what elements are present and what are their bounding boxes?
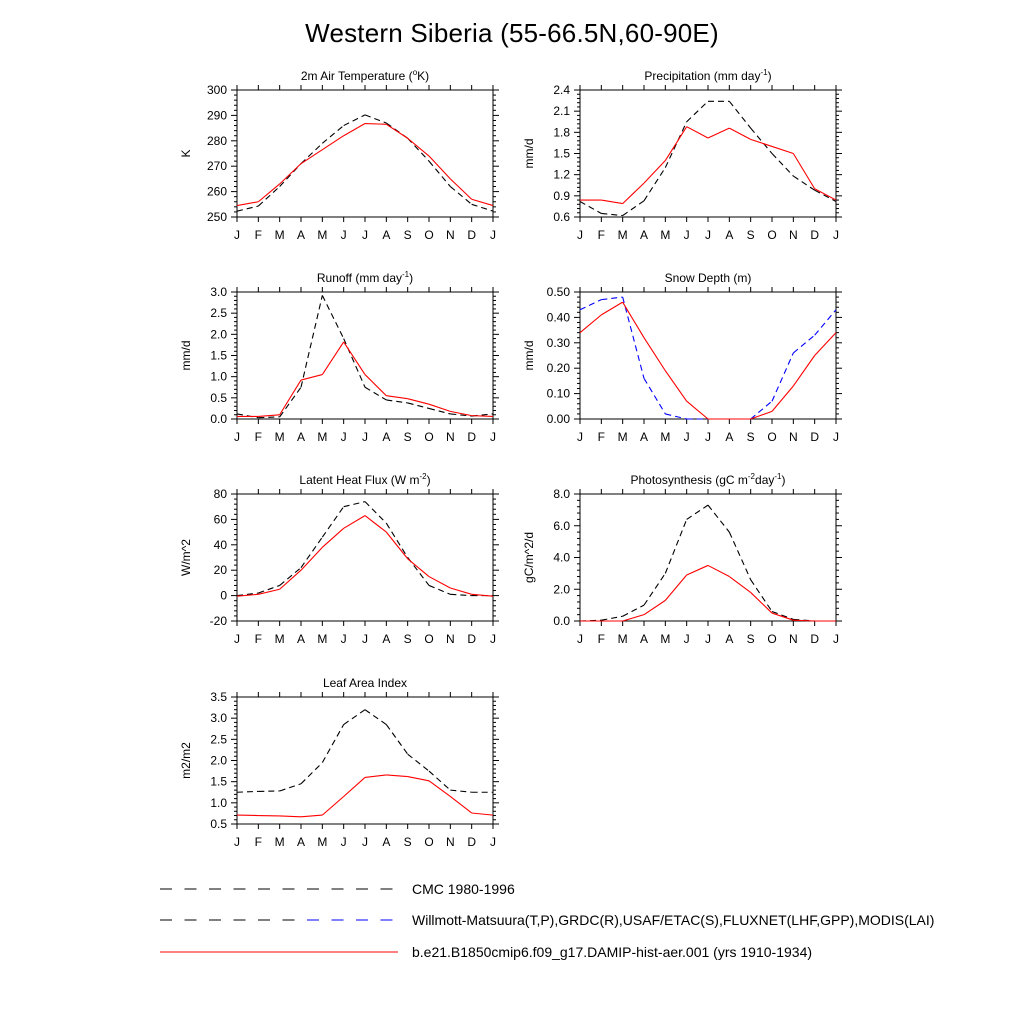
x-tick-label: J [362,430,368,444]
x-tick-label: J [684,228,690,242]
x-tick-label: A [640,228,648,242]
y-tick-label: -20 [210,614,228,628]
y-axis-label: mm/d [522,341,536,371]
panel-title [323,676,407,690]
x-tick-label: M [660,228,670,242]
plot-frame [237,494,493,621]
x-tick-label: O [424,835,433,849]
panel-title [631,472,786,487]
x-tick-label: S [747,228,755,242]
y-tick-label: 0.6 [553,210,570,224]
x-tick-label: F [598,430,605,444]
panel-title-text: Leaf Area Index [323,676,407,690]
x-tick-label: J [490,632,496,646]
series-0-segment [365,387,386,400]
y-tick-label: 20 [214,563,228,577]
plot-frame [237,697,493,824]
panel-title-text: Latent Heat Flux (W m [299,473,419,487]
y-tick-label: 3.0 [210,285,227,299]
plot-frame [580,90,836,217]
x-tick-label: A [725,430,733,444]
y-tick-label: 2.5 [210,306,227,320]
x-tick-label: M [275,430,285,444]
x-tick-label: S [404,632,412,646]
y-tick-label: 3.5 [210,690,227,704]
x-tick-label: D [467,228,476,242]
panel-title-superscript: -1 [402,270,410,279]
x-tick-label: M [618,430,628,444]
x-tick-label: J [833,228,839,242]
x-tick-label: F [255,430,262,444]
y-tick-label: 260 [207,185,227,199]
y-tick-label: 300 [207,83,227,97]
y-tick-label: 1.5 [210,349,227,363]
plot-frame [237,90,493,217]
panel-title-superscript: -2 [419,472,427,481]
x-tick-label: O [424,632,433,646]
legend-label: Willmott-Matsuura(T,P),GRDC(R),USAF/ETAC(S),FLUXNET(LHF,GPP),MODIS(LAI) [412,912,934,928]
x-tick-label: A [297,632,305,646]
panel-title [665,271,752,285]
x-tick-label: D [467,835,476,849]
y-tick-label: 0.30 [547,336,571,350]
x-tick-label: D [467,430,476,444]
x-tick-label: J [341,632,347,646]
x-tick-label: O [767,632,776,646]
y-tick-label: 0.40 [547,310,571,324]
y-tick-label: 0.00 [547,412,571,426]
panel-title-text: Precipitation (mm day [644,69,760,83]
plot-frame [580,292,836,419]
y-tick-label: 2.5 [210,732,227,746]
x-tick-label: S [404,835,412,849]
x-tick-label: A [382,430,390,444]
x-tick-label: J [341,430,347,444]
y-tick-label: 0.9 [553,189,570,203]
x-tick-label: J [490,228,496,242]
y-tick-label: 0.20 [547,361,571,375]
y-tick-label: 1.0 [210,796,227,810]
legend-label: b.e21.B1850cmip6.f09_g17.DAMIP-hist-aer.001 (yrs 1910-1934) [412,944,812,960]
x-tick-label: M [317,835,327,849]
panel-title-superscript: -1 [760,68,768,77]
plot-frame [237,292,493,419]
x-tick-label: N [446,430,455,444]
y-tick-label: 1.5 [553,147,570,161]
y-tick-label: 2.0 [210,327,227,341]
x-tick-label: J [577,430,583,444]
plot-frame [580,494,836,621]
x-tick-label: F [255,835,262,849]
x-tick-label: J [833,632,839,646]
x-tick-label: S [747,632,755,646]
x-tick-label: A [382,228,390,242]
panel-title [317,270,413,285]
y-tick-label: 280 [207,134,227,148]
y-tick-label: 0 [220,589,227,603]
series-1-segment [623,297,644,378]
y-tick-label: 2.1 [553,104,570,118]
series-0-segment [280,568,301,586]
x-tick-label: J [341,835,347,849]
y-axis-label: gC/m^2/d [522,532,536,583]
series-0-segment [687,101,708,121]
series-0-segment [408,138,429,161]
panel-title-superscript: -2 [748,472,756,481]
x-tick-label: F [598,228,605,242]
y-tick-label: 0.0 [553,614,570,628]
series-0-segment [258,187,279,207]
y-axis-label: mm/d [179,341,193,371]
x-tick-label: A [725,228,733,242]
y-tick-label: 3.0 [210,711,227,725]
x-tick-label: O [424,430,433,444]
y-tick-label: 6.0 [553,519,570,533]
y-tick-label: 1.2 [553,168,570,182]
x-tick-label: J [341,228,347,242]
x-tick-label: J [577,632,583,646]
y-tick-label: 80 [214,487,228,501]
y-tick-label: 0.50 [547,285,571,299]
panel-title [299,472,430,487]
x-tick-label: N [789,632,798,646]
x-tick-label: N [789,228,798,242]
x-tick-label: M [275,228,285,242]
y-tick-label: 2.0 [210,754,227,768]
x-tick-label: D [810,228,819,242]
x-tick-label: J [362,835,368,849]
x-tick-label: J [234,835,240,849]
x-tick-label: J [490,835,496,849]
y-axis-label: K [179,149,193,157]
y-tick-label: 60 [214,512,228,526]
x-tick-label: M [275,835,285,849]
x-tick-label: J [234,632,240,646]
x-tick-label: F [598,632,605,646]
x-tick-label: D [810,430,819,444]
x-tick-label: M [317,430,327,444]
series-0-segment [623,201,644,216]
x-tick-label: M [618,632,628,646]
y-tick-label: 1.8 [553,125,570,139]
y-tick-label: 270 [207,159,227,173]
x-tick-label: O [767,430,776,444]
x-tick-label: A [725,632,733,646]
x-tick-label: A [382,632,390,646]
panel-title-text: ) [427,473,431,487]
x-tick-label: M [317,632,327,646]
x-tick-label: J [362,632,368,646]
x-tick-label: A [640,430,648,444]
x-tick-label: J [705,228,711,242]
x-tick-label: J [705,632,711,646]
x-tick-label: J [490,430,496,444]
x-tick-label: S [747,430,755,444]
legend-label: CMC 1980-1996 [412,881,515,897]
panel-title-text: ) [768,69,772,83]
figure-title: Western Siberia (55-66.5N,60-90E) [0,18,1024,49]
y-tick-label: 0.10 [547,387,571,401]
x-tick-label: O [767,228,776,242]
x-tick-label: M [275,632,285,646]
x-tick-label: D [467,632,476,646]
series-0-segment [365,710,386,725]
x-tick-label: J [705,430,711,444]
y-tick-label: 290 [207,108,227,122]
x-tick-label: F [255,632,262,646]
x-tick-label: J [234,430,240,444]
y-axis-label: W/m^2 [179,539,193,576]
x-tick-label: N [789,430,798,444]
x-tick-label: N [446,632,455,646]
x-tick-label: S [404,430,412,444]
x-tick-label: J [684,632,690,646]
x-tick-label: O [424,228,433,242]
panel-title-text: day [755,473,774,487]
x-tick-label: M [660,430,670,444]
panel-title-superscript: o [413,68,418,77]
series-0-segment [429,771,450,790]
panel-title-text: ) [409,271,413,285]
x-tick-label: A [382,835,390,849]
panel-title-text: Runoff (mm day [317,271,402,285]
x-tick-label: M [317,228,327,242]
x-tick-label: M [660,632,670,646]
y-tick-label: 1.5 [210,775,227,789]
x-tick-label: D [810,632,819,646]
y-tick-label: 0.0 [210,412,227,426]
panel-title-text: K) [417,69,429,83]
x-tick-label: J [684,430,690,444]
panel-title-text: ) [782,473,786,487]
y-tick-label: 1.0 [210,370,227,384]
x-tick-label: A [297,228,305,242]
x-tick-label: N [446,835,455,849]
y-tick-label: 2.0 [553,582,570,596]
x-tick-label: N [446,228,455,242]
y-tick-label: 250 [207,210,227,224]
panel-title [644,68,771,83]
y-tick-label: 40 [214,538,228,552]
panel-title-text: Photosynthesis (gC m [631,473,748,487]
y-tick-label: 4.0 [553,551,570,565]
panel-title [301,68,429,83]
panel-title-text: Snow Depth (m) [665,271,752,285]
x-tick-label: J [362,228,368,242]
series-0-segment [301,143,322,163]
panel-title-superscript: -1 [774,472,782,481]
x-tick-label: M [618,228,628,242]
x-tick-label: A [297,430,305,444]
y-axis-label: mm/d [522,139,536,169]
y-axis-label: m2/m2 [179,742,193,779]
x-tick-label: J [234,228,240,242]
y-tick-label: 8.0 [553,487,570,501]
x-tick-label: J [833,430,839,444]
y-tick-label: 0.5 [210,391,227,405]
x-tick-label: A [640,632,648,646]
panel-title-text: 2m Air Temperature ( [301,69,413,83]
x-tick-label: J [577,228,583,242]
y-tick-label: 2.4 [553,83,570,97]
x-tick-label: F [255,228,262,242]
y-tick-label: 0.5 [210,817,227,831]
x-tick-label: S [404,228,412,242]
x-tick-label: A [297,835,305,849]
